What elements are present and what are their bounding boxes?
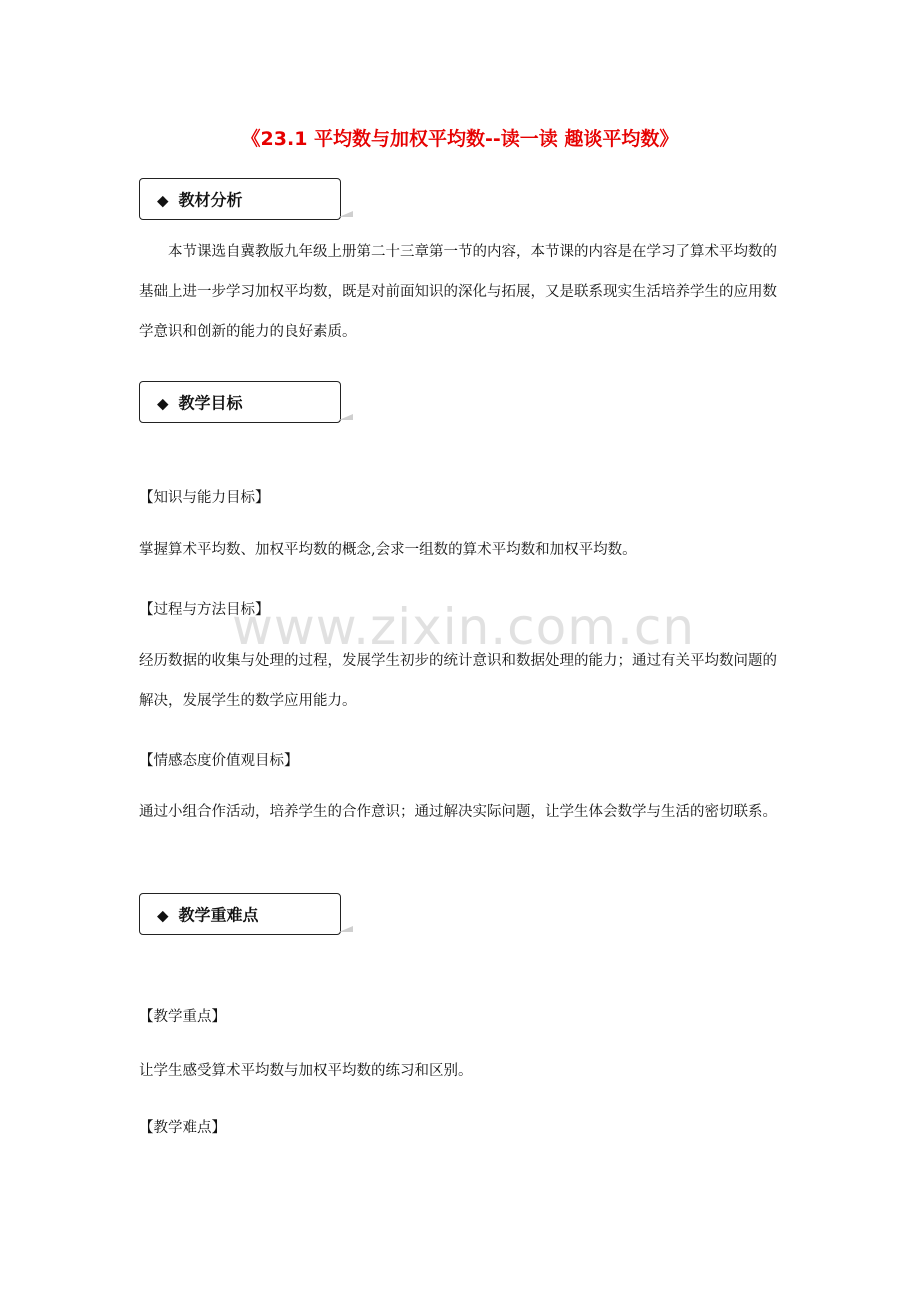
key-point-heading: 【教学重点】 bbox=[139, 1009, 226, 1025]
document-title: 《23.1 平均数与加权平均数--读一读 趣谈平均数》 bbox=[241, 128, 679, 150]
process-goal-text: 经历数据的收集与处理的过程，发展学生初步的统计意识和数据处理的能力；通过有关平均数问题的解决，发展学生的数学应用能力。 bbox=[139, 653, 777, 709]
section-label: 教学重难点 bbox=[178, 905, 259, 925]
knowledge-goal-heading: 【知识与能力目标】 bbox=[139, 490, 270, 506]
section-header-goals bbox=[139, 381, 341, 423]
diamond-bullet-icon: ◆ bbox=[157, 191, 169, 210]
key-point-text: 让学生感受算术平均数与加权平均数的练习和区别。 bbox=[139, 1063, 473, 1079]
analysis-paragraph: 本节课选自冀教版九年级上册第二十三章第一节的内容，本节课的内容是在学习了算术平均数的基础上进一步学习加权平均数，既是对前面知识的深化与拓展，又是联系现实生活培养学生的应用数学意识和创新的能力的良好素质。 bbox=[139, 244, 777, 340]
shadow-fold-icon bbox=[339, 926, 353, 932]
shadow-fold-icon bbox=[339, 211, 353, 217]
watermark: www.zixin.com.cn bbox=[232, 598, 696, 656]
diamond-bullet-icon: ◆ bbox=[157, 906, 169, 925]
emotion-goal-text: 通过小组合作活动，培养学生的合作意识；通过解决实际问题，让学生体会数学与生活的密切联系。 bbox=[139, 804, 777, 820]
section-header-analysis bbox=[139, 178, 341, 220]
section-header-keypoints bbox=[139, 893, 341, 935]
section-label: 教学目标 bbox=[178, 393, 243, 413]
process-goal-heading: 【过程与方法目标】 bbox=[139, 602, 270, 618]
emotion-goal-heading: 【情感态度价值观目标】 bbox=[139, 753, 299, 769]
diamond-bullet-icon: ◆ bbox=[157, 394, 169, 413]
shadow-fold-icon bbox=[339, 414, 353, 420]
knowledge-goal-text: 掌握算术平均数、加权平均数的概念,会求一组数的算术平均数和加权平均数。 bbox=[139, 542, 637, 558]
section-label: 教材分析 bbox=[178, 190, 243, 210]
difficult-point-heading: 【教学难点】 bbox=[139, 1120, 226, 1136]
